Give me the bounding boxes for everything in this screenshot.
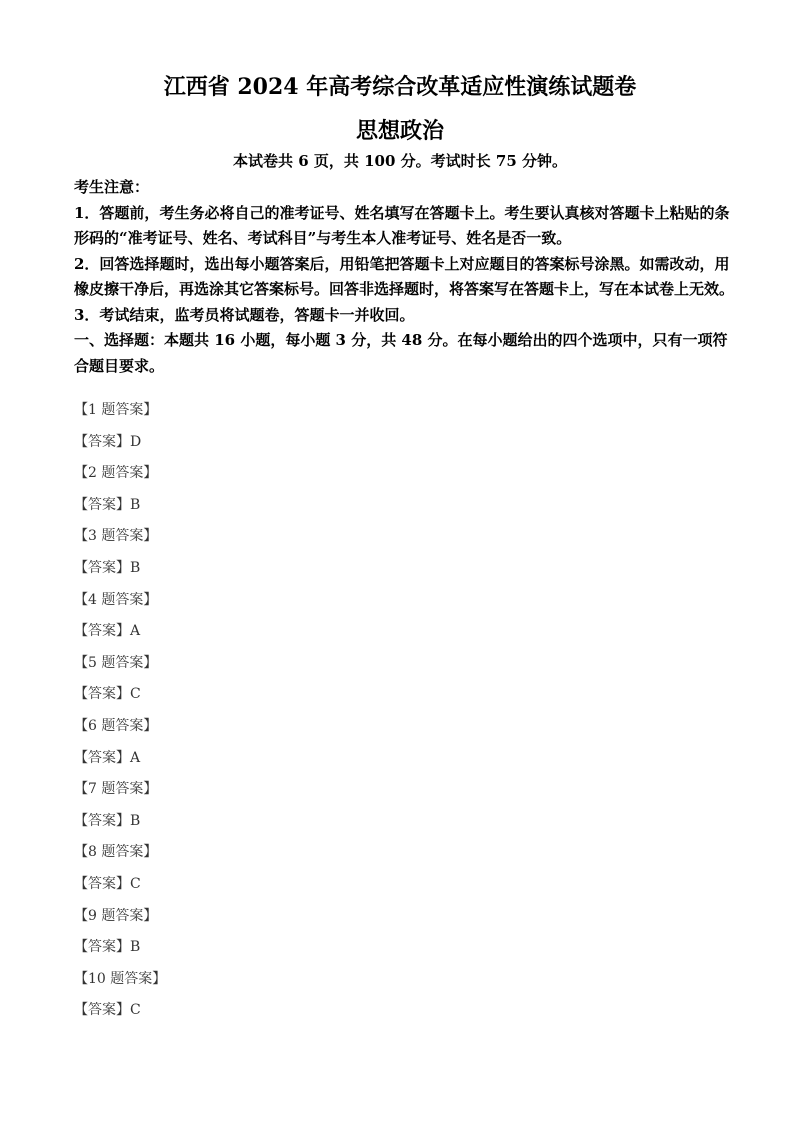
page-title: 江西省 2024 年高考综合改革适应性演练试题卷 bbox=[163, 74, 637, 100]
answer-value: 【答案】B bbox=[74, 939, 141, 956]
answer-value: 【答案】B bbox=[74, 496, 141, 513]
exam-info: 本试卷共 6 页，共 100 分。考试时长 75 分钟。 bbox=[233, 152, 567, 170]
question-label: 【10 题答案】 bbox=[74, 970, 167, 987]
note-item-3: 3．考试结束，监考员将试题卷，答题卡一并收回。 bbox=[74, 305, 415, 324]
note-item-2: 2．回答选择题时，选出每小题答案后，用铅笔把答题卡上对应题目的答案标号涂黑。如需改动，用橡皮擦干净后，再选涂其它答案标号。回答非选择题时，将答案写在答题卡上，写在本试卷上无效。 bbox=[74, 254, 735, 298]
subject-title: 思想政治 bbox=[355, 118, 444, 144]
question-label: 【6 题答案】 bbox=[74, 717, 158, 734]
section-heading: 一、选择题：本题共 16 小题，每小题 3 分，共 48 分。在每小题给出的四个选项中，只有一项符合题目要求。 bbox=[74, 331, 728, 375]
answer-list bbox=[74, 398, 474, 1030]
question-label: 【2 题答案】 bbox=[74, 465, 158, 482]
answer-value: 【答案】B bbox=[74, 559, 141, 576]
answer-value: 【答案】A bbox=[74, 623, 141, 640]
answer-value: 【答案】B bbox=[74, 812, 141, 829]
question-label: 【3 题答案】 bbox=[74, 528, 158, 545]
note-item-1: 1．答题前，考生务必将自己的准考证号、姓名填写在答题卡上。考生要认真核对答题卡上粘贴的条形码的“准考证号、姓名、考试科目”与考生本人准考证号、姓名是否一致。 bbox=[74, 203, 730, 247]
candidate-notes bbox=[74, 175, 734, 379]
question-label: 【4 题答案】 bbox=[74, 591, 158, 608]
question-label: 【9 题答案】 bbox=[74, 907, 158, 924]
answer-value: 【答案】C bbox=[74, 875, 141, 892]
question-label: 【5 题答案】 bbox=[74, 654, 158, 671]
question-label: 【8 题答案】 bbox=[74, 844, 158, 861]
answer-value: 【答案】C bbox=[74, 686, 141, 703]
question-label: 【7 题答案】 bbox=[74, 781, 158, 798]
notes-heading: 考生注意： bbox=[74, 178, 150, 196]
question-label: 【1 题答案】 bbox=[74, 402, 158, 418]
answer-value: 【答案】D bbox=[74, 433, 142, 450]
answer-value: 【答案】A bbox=[74, 749, 141, 766]
answer-value: 【答案】C bbox=[74, 1002, 141, 1019]
